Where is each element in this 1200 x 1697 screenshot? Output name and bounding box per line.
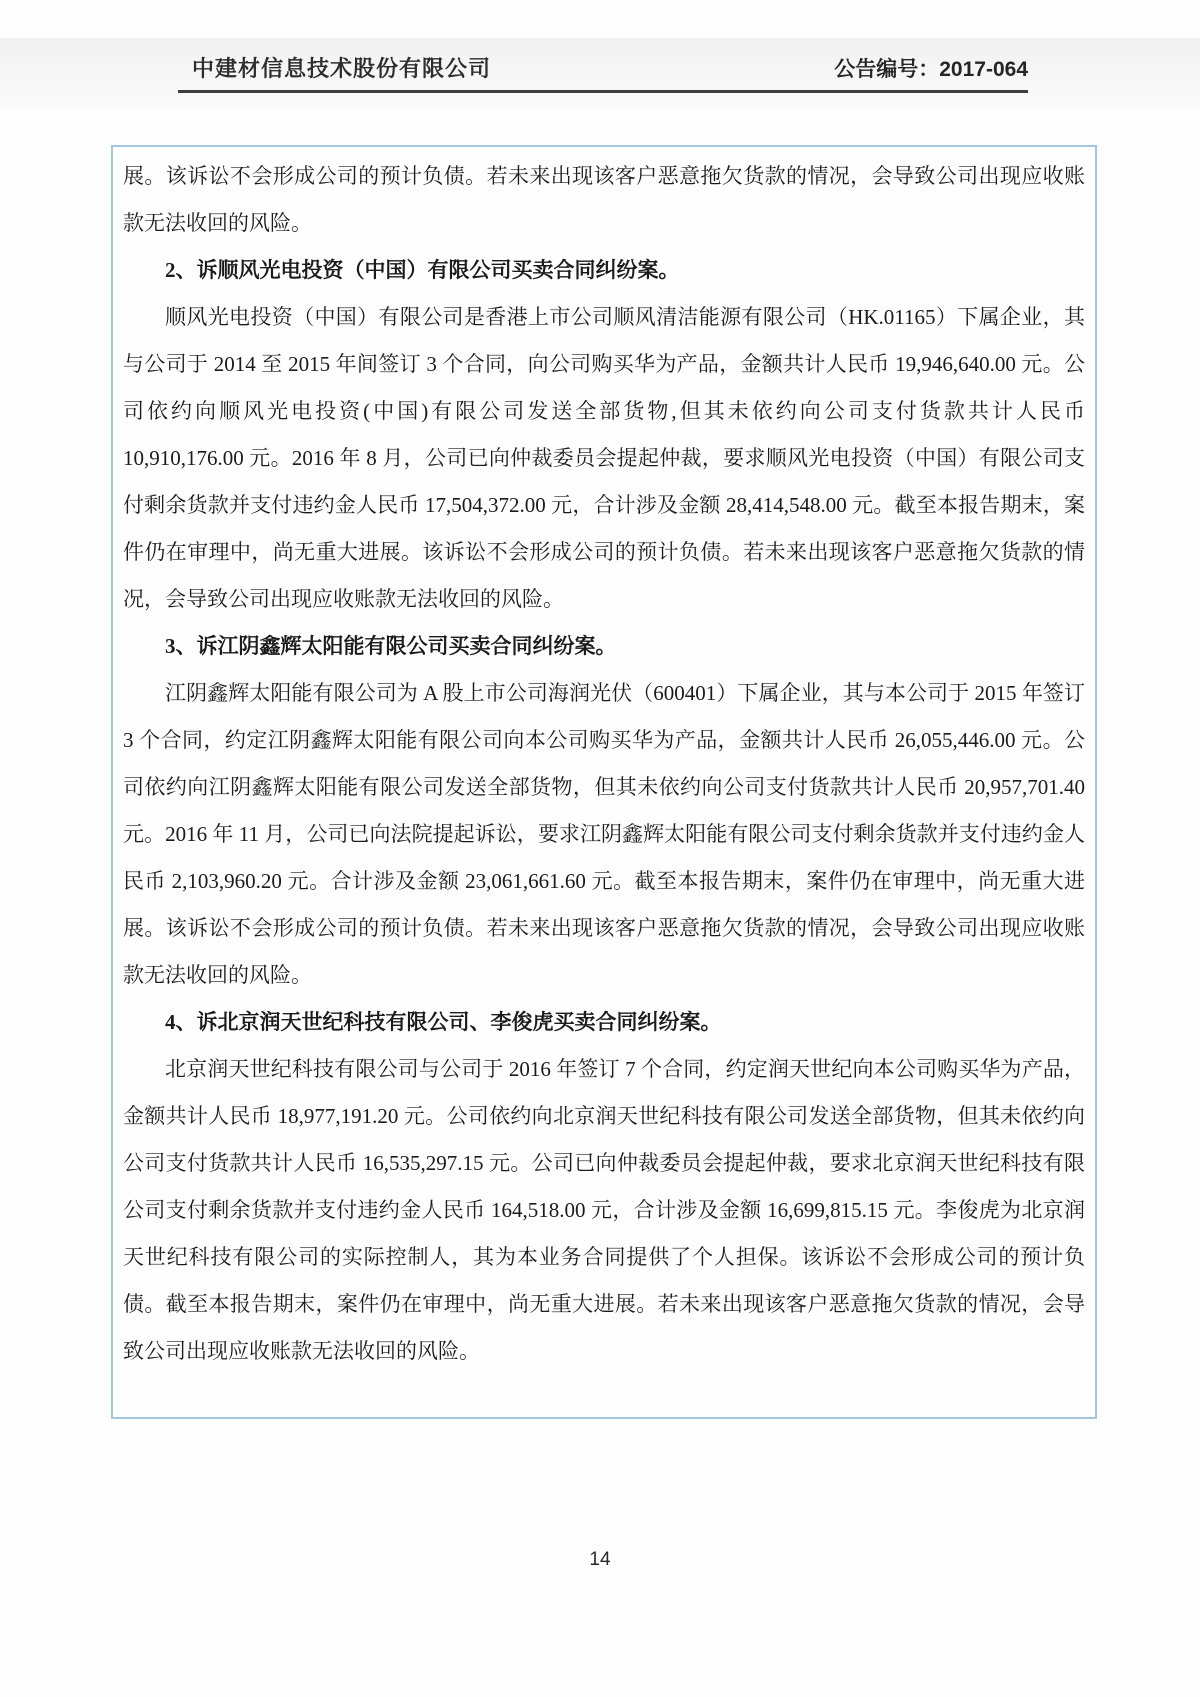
- section-heading: 2、诉顺风光电投资（中国）有限公司买卖合同纠纷案。: [165, 258, 680, 282]
- page-header: [178, 52, 1028, 93]
- body-paragraph: 北京润天世纪科技有限公司与公司于 2016 年签订 7 个合同，约定润天世纪向本公司购买华为产品，金额共计人民币 18,977,191.20 元。公司依约向北京润天世纪科技有限公司发送全部货物，但其未依约向公司支付货款共计人民币 16,535,297.15 元。公司已向仲裁委员会提起仲裁，要求北京润天世纪科技有限公司支付剩余货款并支付违约金人民币 164,518.00 元，合计涉及金额 16,699,815.15 元。李俊虎为北京润天世纪科技有限公司的实际控制人，其为本业务合同提供了个人担保。该诉讼不会形成公司的预计负债。截至本报告期末，案件仍在审理中，尚无重大进展。若未来出现该客户恶意拖欠货款的情况，会导致公司出现应收账款无法收回的风险。: [123, 1057, 1085, 1363]
- body-paragraph: 顺风光电投资（中国）有限公司是香港上市公司顺风清洁能源有限公司（HK.01165）下属企业，其与公司于 2014 至 2015 年间签订 3 个合同，向公司购买华为产品，金额共计人民币 19,946,640.00 元。公司依约向顺风光电投资(中国)有限公司发送全部货物,但其未依约向公司支付货款共计人民币 10,910,176.00 元。2016 年 8 月，公司已向仲裁委员会提起仲裁，要求顺风光电投资（中国）有限公司支付剩余货款并支付违约金人民币 17,504,372.00 元，合计涉及金额 28,414,548.00 元。截至本报告期末，案件仍在审理中，尚无重大进展。该诉讼不会形成公司的预计负债。若未来出现该客户恶意拖欠货款的情况，会导致公司出现应收账款无法收回的风险。: [123, 305, 1085, 611]
- page-number: 14: [589, 1549, 611, 1570]
- company-name: 中建材信息技术股份有限公司: [192, 56, 492, 81]
- body-paragraph: 展。该诉讼不会形成公司的预计负债。若未来出现该客户恶意拖欠货款的情况，会导致公司出现应收账款无法收回的风险。: [123, 164, 1085, 235]
- content-box: [111, 145, 1097, 1419]
- announcement-number: 公告编号：2017-064: [834, 58, 1028, 81]
- section-heading: 3、诉江阴鑫辉太阳能有限公司买卖合同纠纷案。: [165, 634, 617, 658]
- body-paragraph: 江阴鑫辉太阳能有限公司为 A 股上市公司海润光伏（600401）下属企业，其与本公司于 2015 年签订 3 个合同，约定江阴鑫辉太阳能有限公司向本公司购买华为产品，金额共计人民币 26,055,446.00 元。公司依约向江阴鑫辉太阳能有限公司发送全部货物，但其未依约向公司支付货款共计人民币 20,957,701.40 元。2016 年 11 月，公司已向法院提起诉讼，要求江阴鑫辉太阳能有限公司支付剩余货款并支付违约金人民币 2,103,960.20 元。合计涉及金额 23,061,661.60 元。截至本报告期末，案件仍在审理中，尚无重大进展。该诉讼不会形成公司的预计负债。若未来出现该客户恶意拖欠货款的情况，会导致公司出现应收账款无法收回的风险。: [123, 681, 1085, 987]
- section-heading: 4、诉北京润天世纪科技有限公司、李俊虎买卖合同纠纷案。: [165, 1010, 722, 1034]
